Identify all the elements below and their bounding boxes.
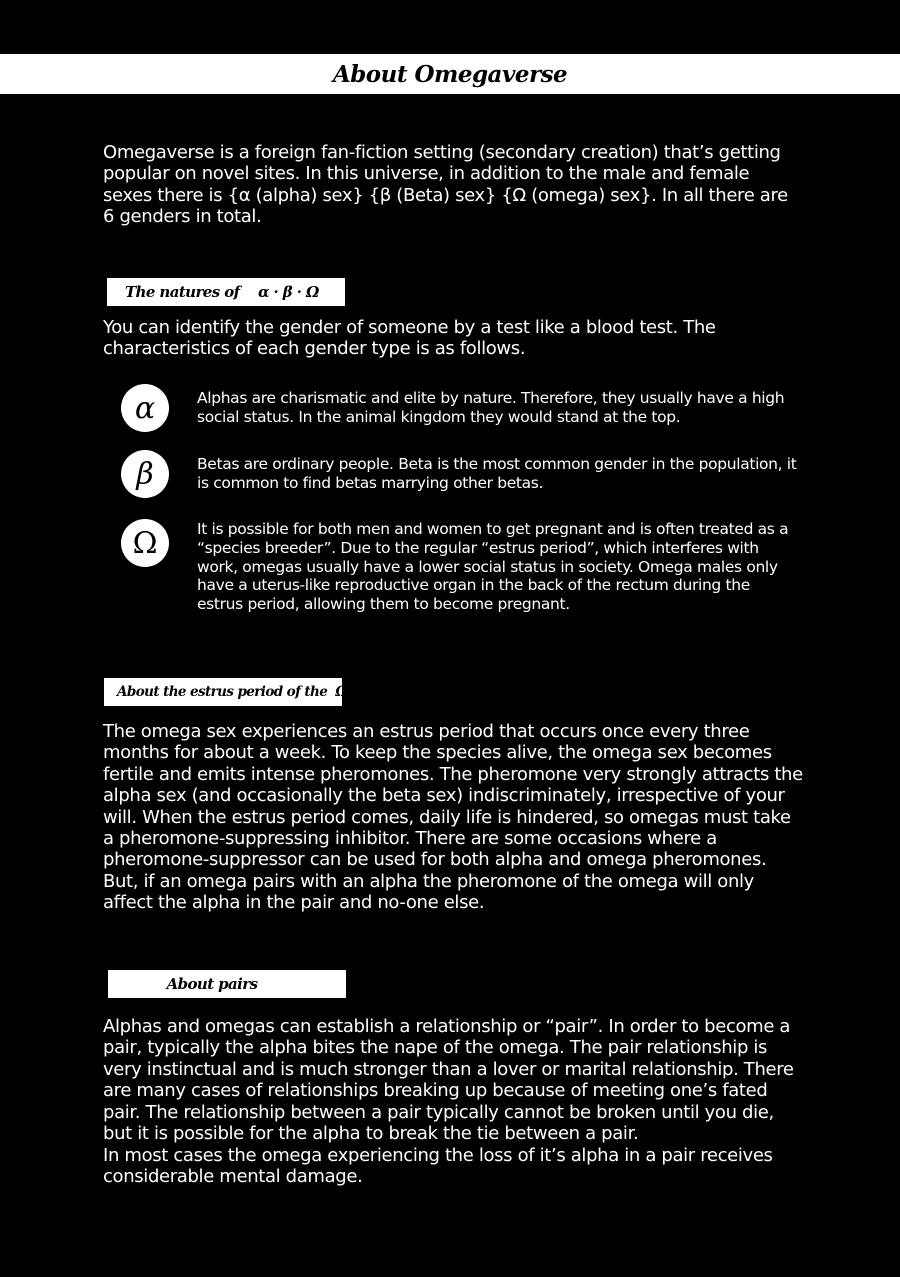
page-title: About Omegaverse [332, 60, 568, 88]
pairs-paragraph: Alphas and omegas can establish a relationship or “pair”. In order to become a pair, typically the alpha bites the nape of the omega. The pair relationship is very instinctual and is much stronger than a lover or marital relationship. There are many cases of relationships breaking up because of meeting one’s fated pair. The relationship between a pair typically cannot be broken until you die, but it is possible for the alpha to break the tie between a pair. [103, 1016, 794, 1145]
natures-paragraph: You can identify the gender of someone by a test like a blood test. The characteristics of each gender type is as follows. [103, 317, 716, 360]
omega-description: It is possible for both men and women to get pregnant and is often treated as a “species breeder”. Due to the regular “estrus period”, which interferes with work, omegas usually have a lower social status in society. Omega males only have a uterus-like reproductive organ in the back of the rectum during the estrus period, allowing them to become pregnant. [197, 520, 789, 614]
omega-symbol-icon [121, 519, 169, 567]
natures-heading [107, 278, 345, 306]
estrus-heading [104, 678, 347, 706]
alpha-description: Alphas are charismatic and elite by nature. Therefore, they usually have a high social status. In the animal kingdom they would stand at the top. [197, 389, 785, 426]
alpha-symbol: α [134, 390, 156, 426]
pairs-paragraph-2: In most cases the omega experiencing the loss of it’s alpha in a pair receives considerable mental damage. [103, 1145, 773, 1188]
alpha-symbol-icon [121, 384, 169, 432]
intro-paragraph: Omegaverse is a foreign fan-fiction setting (secondary creation) that’s getting popular on novel sites. In this universe, in addition to the male and female sexes there is {α (alpha) sex} {β (Beta) sex} {Ω (omega) sex}. In all there are 6 genders in total. [103, 142, 788, 228]
estrus-paragraph: The omega sex experiences an estrus period that occurs once every three months for about a week. To keep the species alive, the omega sex becomes fertile and emits intense pheromones. The pheromone very strongly attracts the alpha sex (and occasionally the beta sex) indiscriminately, irrespective of your will. When the estrus period comes, daily life is hindered, so omegas must take a pheromone-suppressing inhibitor. There are some occasions where a pheromone-suppressor can be used for both alpha and omega pheromones. But, if an omega pairs with an alpha the pheromone of the omega will only affect the alpha in the pair and no-one else. [103, 721, 803, 914]
beta-symbol: β [136, 456, 154, 492]
beta-description: Betas are ordinary people. Beta is the most common gender in the population, it is common to find betas marrying other betas. [197, 455, 797, 492]
pairs-heading [108, 970, 346, 998]
omega-symbol: Ω [132, 525, 158, 561]
beta-symbol-icon [121, 450, 169, 498]
pairs-heading-text: About pairs [166, 975, 258, 993]
natures-heading-text: The natures of α · β · Ω [125, 283, 319, 301]
title-banner [0, 54, 900, 94]
estrus-heading-text: About the estrus period of the Ω [117, 684, 347, 700]
